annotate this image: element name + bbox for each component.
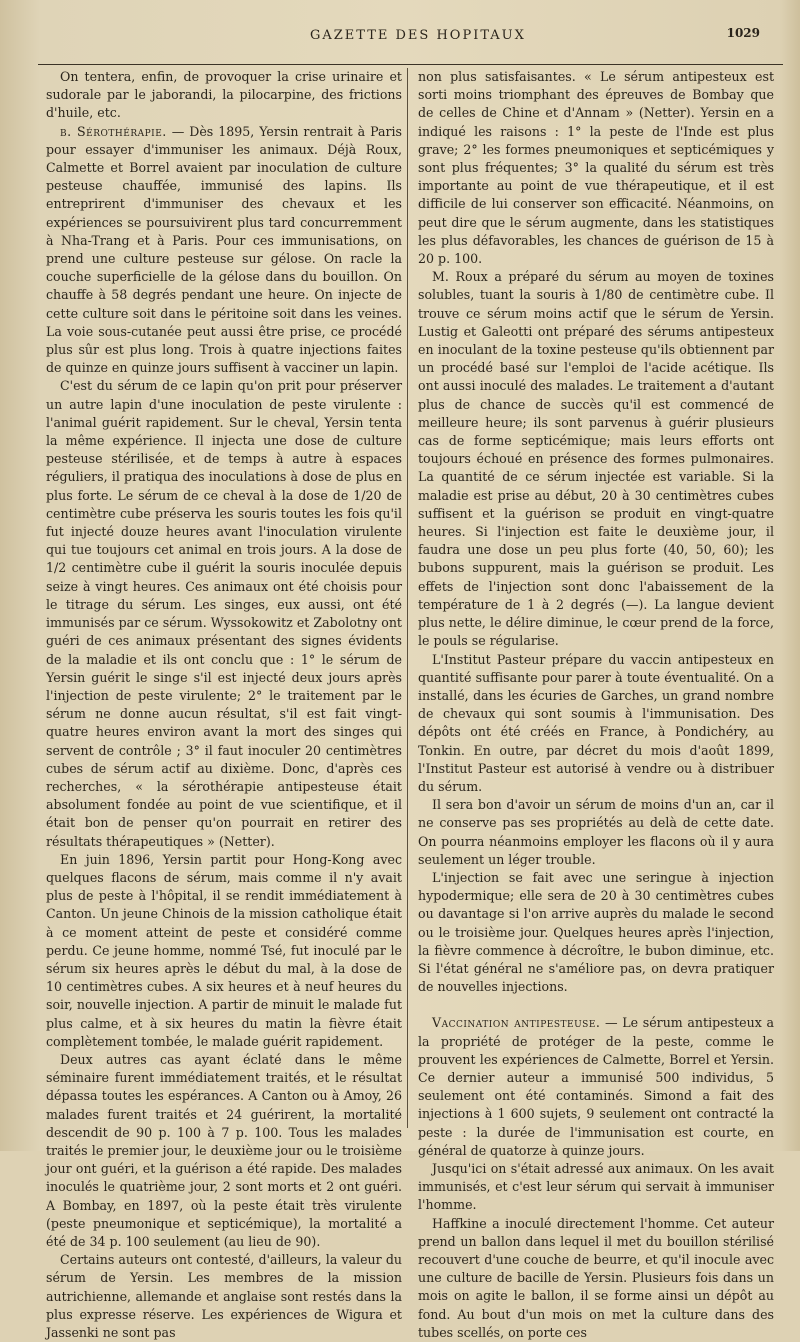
paragraph xyxy=(418,1014,774,1160)
paragraph-text: non plus satisfaisantes. « Le sérum antipesteux est sorti moins triomphant des épreuves de Bombay que de celles de Chine et d'Annam » (Netter). Yersin en a indiqué les raisons : 1° la peste de l'Inde est plus grave; 2° les formes pneumoniques et septicémiques y sont plus fréquentes; 3° la qualité du sérum est très importante au point de vue thérapeutique, et il est difficile de lui conserver son efficacité. Néanmoins, on peut dire que le sérum augmente, dans les statistiques les plus défavorables, les chances de guérison de 15 à 20 p. 100. xyxy=(418,69,774,267)
paragraph-text: M. Roux a préparé du sérum au moyen de toxines solubles, tuant la souris à 1/80 de centimètre cube. Il trouve ce sérum moins actif que le sérum de Yersin. Lustig et Galeotti ont préparé des sérums antipesteux en inoculant de la toxine pesteuse qu'ils obtiennent par un procédé basé sur l'emploi de l'acide acétique. Ils ont aussi inoculé des malades. Le traitement a d'autant plus de chance de succès qu'il est commencé de meilleure heure; ils sont parvenus à guérir plusieurs cas de forme septicémique; mais leurs efforts ont toujours échoué en présence des formes pulmonaires. La quantité de ce sérum injectée est variable. Si la maladie est prise au début, 20 à 30 centimètres cubes suffisent et la guérison se produit en vingt-quatre heures. Si l'injection est faite le deuxième jour, il faudra une dose un peu plus forte (40, 50, 60); les bubons suppurent, mais la guérison se produit. Les effets de l'injection sont donc l'abaissement de la température de 1 à 2 degrés (—). La langue devient plus nette, le délire diminue, le cœur prend de la force, le pouls se régularise. xyxy=(418,269,774,649)
paragraph xyxy=(418,651,774,797)
paragraph-text: En juin 1896, Yersin partit pour Hong-Kong avec quelques flacons de sérum, mais comme il n'y avait plus de peste à l'hôpital, il se rendit immédiatement à Canton. Un jeune Chinois de la mission catholique était à ce moment atteint de peste et considéré comme perdu. Ce jeune homme, nommé Tsé, fut inoculé par le sérum six heures après le début du mal, à la dose de 10 centimètres cubes. A six heures et à neuf heures du soir, nouvelle injection. A partir de minuit le malade fut plus calme, et à six heures du matin la fièvre était complètement tombée, le malade guérit rapidement. xyxy=(46,851,402,1049)
column-divider xyxy=(407,68,408,1128)
paragraph xyxy=(46,123,402,378)
paragraph xyxy=(46,1051,402,1251)
section-heading: b. Sérothérapie. xyxy=(60,123,167,139)
journal-title: GAZETTE DES HOPITAUX xyxy=(310,28,526,43)
section-spacer xyxy=(418,996,774,1014)
paragraph xyxy=(418,796,774,869)
paragraph-text: C'est du sérum de ce lapin qu'on prit pour préserver un autre lapin d'une inoculation de peste virulente : l'animal guérit rapidement. Sur le cheval, Yersin tenta la même expérience. Il injecta une dose de culture pesteuse stérilisée, et de temps à autre à espaces réguliers, il pratiqua des inoculations à dose de plus en plus forte. Le sérum de ce cheval à la dose de 1/20 de centimètre cube préserva les souris toutes les fois qu'il fut injecté douze heures avant l'inoculation virulente qui tue toujours cet animal en trois jours. A la dose de 1/2 centimètre cube il guérit la souris inoculée depuis seize à vingt heures. Ces animaux ont été choisis pour le titrage du sérum. Les singes, eux aussi, ont été immunisés par ce sérum. Wyssokowitz et Zabolotny ont guéri de ces animaux présentant des signes évidents de la maladie et ils ont conclu que : 1° le sérum de Yersin guérit le singe s'il est injecté deux jours après l'injection de peste virulente; 2° le traitement par le sérum ne donne aucun résultat, s'il est fait vingt-quatre heures environ avant la mort des singes qui servent de contrôle ; 3° il faut inoculer 20 centimètres cubes de sérum actif au dixième. Donc, d'après ces recherches, « la sérothérapie antipesteuse était absolument fondée au point de vue scientifique, et il était bon de penser qu'on pourrait en retirer des résultats thérapeutiques » (Netter). xyxy=(46,378,402,849)
section-heading: Vaccination antipesteuse. xyxy=(432,1015,601,1031)
paragraph xyxy=(46,68,402,123)
header-rule xyxy=(38,64,783,65)
paragraph-text: — Dès 1895, Yersin rentrait à Paris pour essayer d'immuniser les animaux. Déjà Roux, Calmette et Borrel avaient par inoculation de culture pesteuse chauffée, immunisé des lapins. Ils entreprirent d'immuniser des chevaux et les expériences se poursuivirent plus tard concurremment à Nha-Trang et à Paris. Pour ces immunisations, on prend une culture pesteuse sur gélose. On racle la couche superficielle de la gélose dans du bouillon. On chauffe à 58 degrés pendant une heure. On injecte de cette culture soit dans le péritoine soit dans les veines. La voie sous-cutanée peut aussi être prise, ce procédé plus sûr est plus long. Trois à quatre injections faites de quinze en quinze jours suffisent à vacciner un lapin. xyxy=(46,123,402,376)
paragraph-text: Jusqu'ici on s'était adressé aux animaux. On les avait immunisés, et c'est leur sérum qui servait à immuniser l'homme. xyxy=(418,1160,774,1213)
paragraph-text: L'Institut Pasteur prépare du vaccin antipesteux en quantité suffisante pour parer à toute éventualité. On a installé, dans les écuries de Garches, un grand nombre de chevaux qui sont soumis à l'immunisation. Des dépôts ont été créés en France, à Pondichéry, au Tonkin. En outre, par décret du mois d'août 1899, l'Institut Pasteur est autorisé à vendre ou à distribuer du sérum. xyxy=(418,651,774,794)
paragraph-text: Deux autres cas ayant éclaté dans le même séminaire furent immédiatement traités, et le résultat dépassa toutes les espérances. A Canton ou à Amoy, 26 malades furent traités et 24 guérirent, la mortalité descendit de 90 p. 100 à 7 p. 100. Tous les malades traités le premier jour, le deuxième jour ou le troisième jour ont guéri, et la guérison a été rapide. Des malades inoculés le quatrième jour, 2 sont morts et 2 ont guéri. A Bombay, en 1897, où la peste était très virulente (peste pneumonique et septicémique), la mortalité a été de 34 p. 100 seulement (au lieu de 90). xyxy=(46,1051,402,1249)
page-number: 1029 xyxy=(726,26,760,40)
paragraph xyxy=(46,851,402,1051)
paragraph-text: On tentera, enfin, de provoquer la crise urinaire et sudorale par le jaborandi, la pilocarpine, des frictions d'huile, etc. xyxy=(46,69,402,121)
paragraph xyxy=(46,377,402,850)
paragraph-text: Il sera bon d'avoir un sérum de moins d'un an, car il ne conserve pas ses propriétés au delà de cette date. On pourra néanmoins employer les flacons où il y aura seulement un léger trouble. xyxy=(418,797,774,867)
paragraph xyxy=(418,1215,774,1342)
paragraph-text: — Le sérum antipesteux a la propriété de protéger de la peste, comme le prouvent les expériences de Calmette, Borrel et Yersin. Ce dernier auteur a immunisé 500 individus, 5 seulement ont été contaminés. Simond a fait des injections à 1 600 sujets, 9 seulement ont contracté la peste : la durée de l'immunisation est courte, en général de quatorze à quinze jours. xyxy=(418,1015,774,1158)
paragraph xyxy=(418,268,774,650)
paragraph-text: L'injection se fait avec une seringue à injection hypodermique; elle sera de 20 à 30 centimètres cubes ou davantage si l'on arrive auprès du malade le second ou le troisième jour. Quelques heures après l'injection, la fièvre commence à décroître, le bubon diminue, etc. Si l'état général ne s'améliore pas, on devra pratiquer de nouvelles injections. xyxy=(418,869,774,995)
paragraph xyxy=(46,1251,402,1342)
page-header xyxy=(0,26,800,46)
paragraph xyxy=(418,869,774,996)
paragraph xyxy=(418,68,774,268)
paragraph-text: Certains auteurs ont contesté, d'ailleurs, la valeur du sérum de Yersin. Les membres de la mission autrichienne, allemande et anglaise sont restés dans la plus expresse réserve. Les expériences de Wigura et Jassenki ne sont pas xyxy=(46,1252,402,1341)
paragraph xyxy=(418,1160,774,1215)
paragraph-text: Haffkine a inoculé directement l'homme. Cet auteur prend un ballon dans lequel il met du bouillon stérilisé recouvert d'une couche de beurre, et qu'il inocule avec une culture de bacille de Yersin. Plusieurs fois dans un mois on agite le ballon, il se forme ainsi un dépôt au fond. Au bout d'un mois on met la culture dans des tubes scellés, on porte ces xyxy=(418,1215,774,1340)
